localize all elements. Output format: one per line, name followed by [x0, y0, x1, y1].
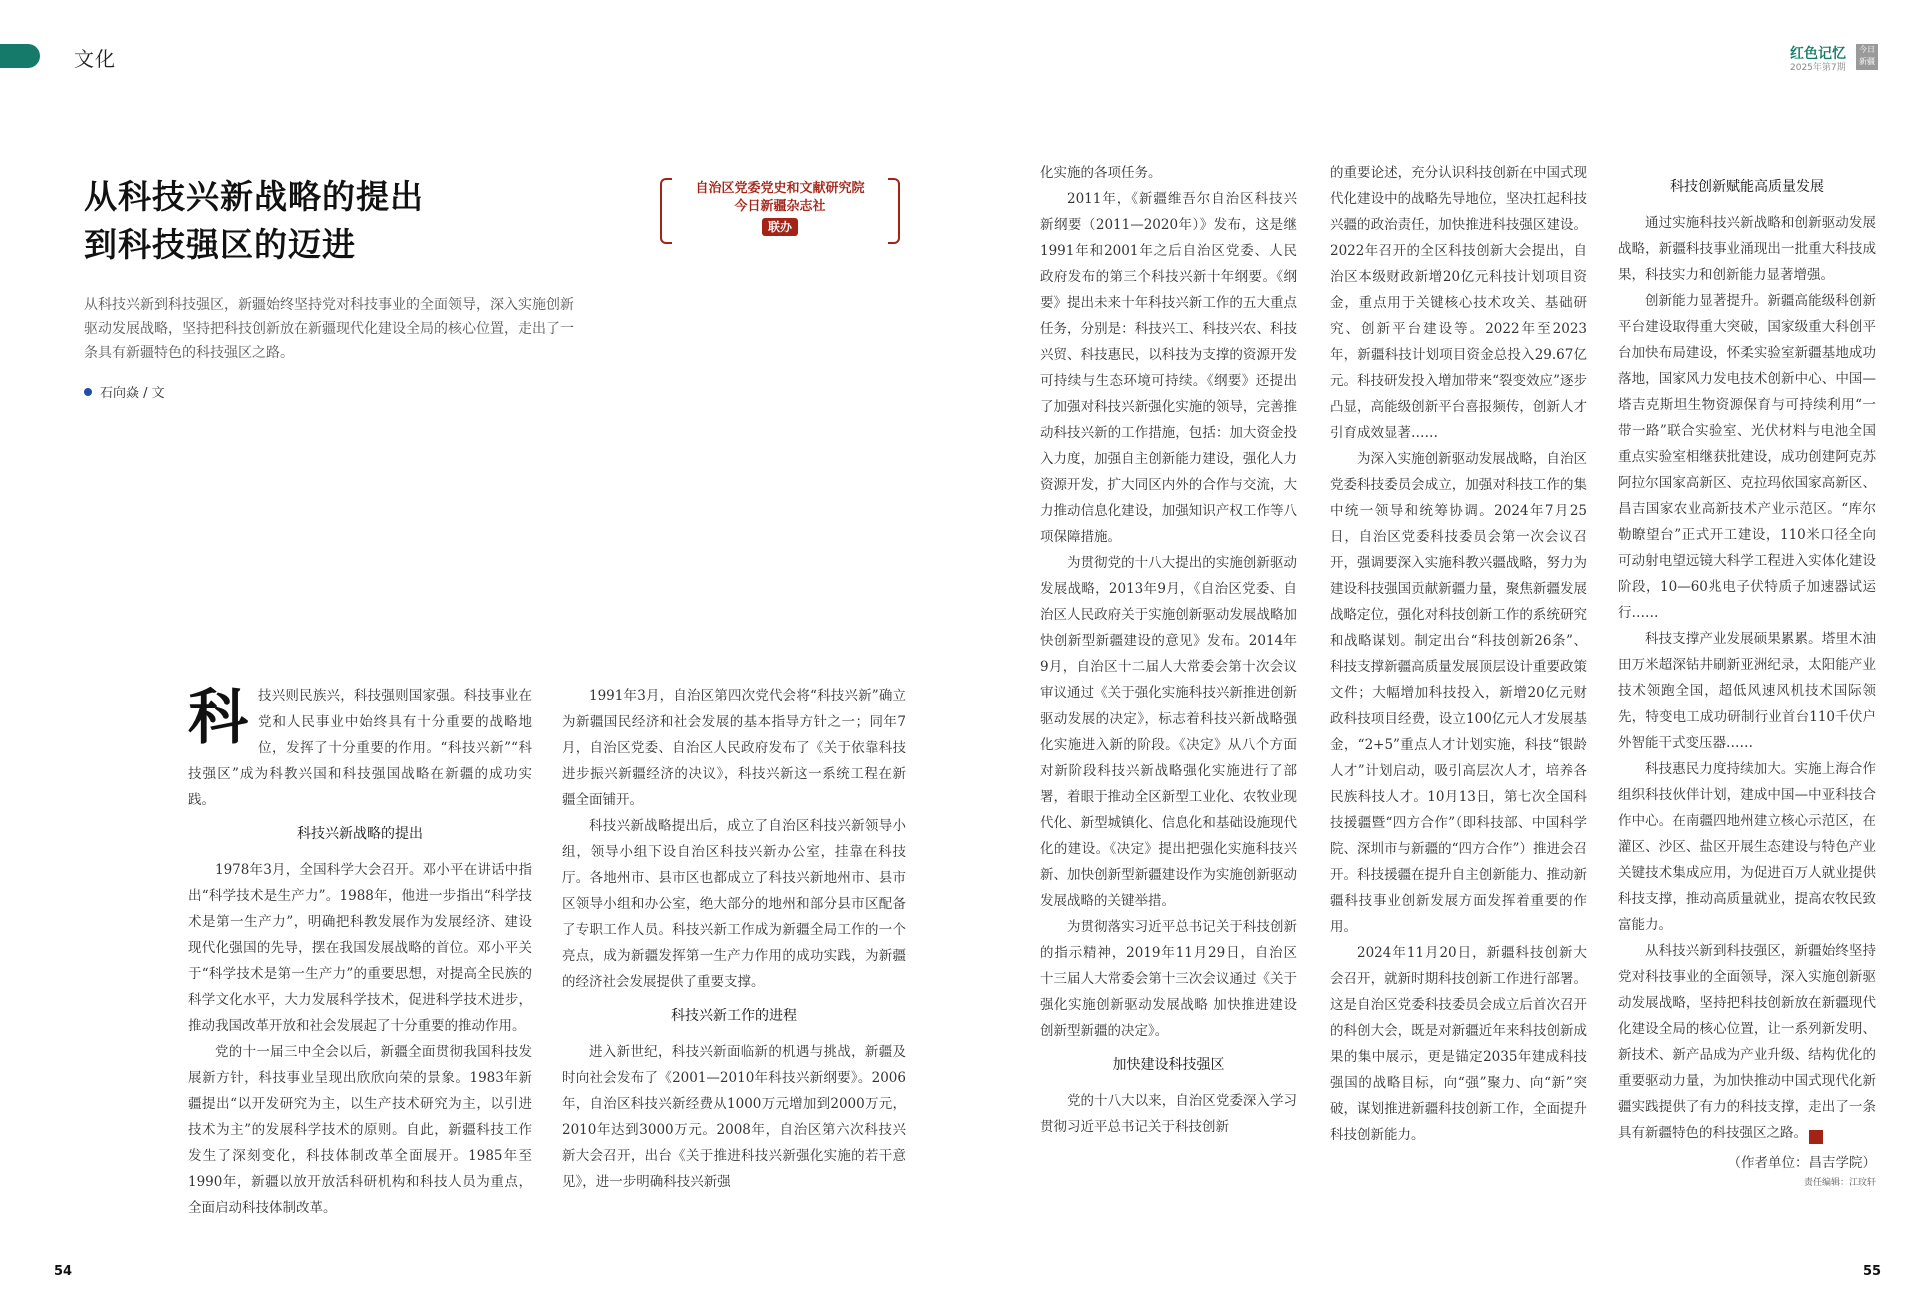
- right-bracket: [888, 178, 900, 244]
- paragraph: 为贯彻党的十八大提出的实施创新驱动发展战略，2013年9月，《自治区党委、自治区人民政府关于实施创新驱动发展战略加快创新型新疆建设的意见》发布。2014年9月，自治区十二届人大常委会第十次会议审议通过《关于强化实施科技兴新推进创新驱动发展的决定》，标志着科技兴新战略强化实施进入新的阶段。《决定》从八个方面对新阶段科技兴新战略强化实施进行了部署，着眼于推动全区新型工业化、农牧业现代化、新型城镇化、信息化和基础设施现代化的建设。《决定》提出把强化实施科技兴新、加快创新型新疆建设作为实施创新驱动发展战略的关键举措。: [1040, 555, 1297, 909]
- paragraph-continued: 化实施的各项任务。: [1040, 165, 1162, 181]
- subheading-2: 科技兴新工作的进程: [671, 1008, 797, 1024]
- article-title: [84, 173, 424, 269]
- subheading-3: 加快建设科技强区: [1112, 1057, 1225, 1073]
- organizer-line-2: 今日新疆杂志社: [734, 199, 826, 214]
- organizer-line-1: 自治区党委党史和文献研究院: [695, 181, 865, 196]
- responsible-editor: 责任编辑：江玟轩: [1803, 1178, 1876, 1188]
- paragraph: 1991年3月，自治区第四次党代会将“科技兴新”确立为新疆国民经济和社会发展的基本指导方针之一；同年7月，自治区党委、自治区人民政府发布了《关于依靠科技进步振兴新疆经济的决议》，科技兴新这一系统工程在新疆全面铺开。: [562, 688, 906, 808]
- paragraph: 创新能力显著提升。新疆高能级科创新平台建设取得重大突破，国家级重大科创平台加快布局建设，怀柔实验室新疆基地成功落地，国家风力发电技术创新中心、中国—塔吉克斯坦生物资源保育与可持续利用“一带一路”联合实验室、光伏材料与电池全国重点实验室相继获批建设，成功创建阿克苏阿拉尔国家高新区、克拉玛依国家高新区、昌吉国家农业高新技术产业示范区。“库尔勒瞭望台”正式开工建设，110米口径全向可动射电望远镜大科学工程进入实体化建设阶段，10—60兆电子伏特质子加速器试运行……: [1618, 293, 1876, 621]
- byline-dot-icon: [84, 388, 92, 396]
- byline: [84, 382, 165, 401]
- section-tab-marker: [0, 44, 40, 68]
- section-label: 文化: [74, 47, 116, 71]
- organizer-box: [660, 178, 900, 244]
- intro-paragraph: 技兴则民族兴，科技强则国家强。科技事业在党和人民事业中始终具有十分重要的战略地位，发挥了十分重要的作用。“科技兴新”“科技强区”成为科教兴国和科技强国战略在新疆的成功实践。: [188, 688, 532, 808]
- subheading-4: 科技创新赋能高质量发展: [1670, 179, 1824, 195]
- text-column-2: [562, 683, 906, 1195]
- paragraph: 党的十一届三中全会以后，新疆全面贯彻我国科技发展新方针，科技事业呈现出欣欣向荣的景象。1983年新疆提出“以开发研究为主，以生产技术研究为主，以引进技术为主”的发展科学技术的原则。自此，新疆科技工作发生了深刻变化，科技体制改革全面展开。1985年至1990年，新疆以放开放活科研机构和科技人员为重点，全面启动科技体制改革。: [188, 1044, 532, 1216]
- byline-text: 石向焱 / 文: [100, 386, 165, 401]
- paragraph: 2011年，《新疆维吾尔自治区科技兴新纲要（2011—2020年）》发布，这是继1991年和2001年之后自治区党委、人民政府发布的第三个科技兴新十年纲要。《纲要》提出未来十年科技兴新工作的五大重点任务，分别是：科技兴工、科技兴农、科技兴贸、科技惠民，以科技为支撑的资源开发可持续与生态环境可持续。《纲要》还提出了加强对科技兴新强化实施的领导，完善推动科技兴新的工作措施，包括：加大资金投入力度，加强自主创新能力建设，强化人力资源开发，扩大同区内外的合作与交流，大力推动信息化建设，加强知识产权工作等八项保障措施。: [1040, 191, 1297, 545]
- magazine-column-header: [1790, 43, 1880, 73]
- end-mark-icon: J: [1809, 1130, 1823, 1144]
- title-line-2: 到科技强区的迈进: [84, 225, 356, 264]
- paragraph: 进入新世纪，科技兴新面临新的机遇与挑战，新疆及时向社会发布了《2001—2010年科技兴新纲要》。2006年，自治区科技兴新经费从1000万元增加到2000万元，2010年达到3000万元。2008年，自治区第六次科技兴新大会召开，出台《关于推进科技兴新强化实施的若干意见》，进一步明确科技兴新强: [562, 1044, 906, 1190]
- paragraph: 为深入实施创新驱动发展战略，自治区党委科技委员会成立，加强对科技工作的集中统一领导和统筹协调。2024年7月25日，自治区党委科技委员会第一次会议召开，强调要深入实施科教兴疆战略，努力为建设科技强国贡献新疆力量，聚焦新疆发展战略定位，强化对科技创新工作的系统研究和战略谋划。制定出台“科技创新26条”、科技支撑新疆高质量发展顶层设计重要政策文件；大幅增加科技投入，新增20亿元财政科技项目经费，设立100亿元人才发展基金，“2+5”重点人才计划实施，科技“银龄人才”计划启动，吸引高层次人才，培养各民族科技人才。10月13日，第七次全国科技援疆暨“四方合作”（即科技部、中国科学院、深圳市与新疆的“四方合作”）推进会召开。科技援疆在提升自主创新能力、推动新疆科技事业创新发展方面发挥着重要的作用。: [1330, 451, 1587, 935]
- text-column-5: [1618, 174, 1876, 1190]
- text-column-4: [1330, 160, 1587, 1148]
- page-number-left: 54: [54, 1264, 73, 1279]
- paragraph: 科技兴新战略提出后，成立了自治区科技兴新领导小组，领导小组下设自治区科技兴新办公室，挂靠在科技厅。各地州市、县市区也都成立了科技兴新地州市、县市区领导小组和办公室，绝大部分的地州和部分县市区配备了专职工作人员。科技兴新工作成为新疆全局工作的一个亮点，成为新疆发挥第一生产力作用的成功实践，为新疆的经济社会发展提供了重要支撑。: [562, 818, 906, 990]
- column-name: 红色记忆: [1790, 46, 1846, 62]
- paragraph: 2024年11月20日，新疆科技创新大会召开，就新时期科技创新工作进行部署。这是自治区党委科技委员会成立后首次召开的科创大会，既是对新疆近年来科技创新成果的集中展示，更是锚定2035年建成科技强国的战略目标，向“强”聚力、向“新”突破，谋划推进新疆科技创新工作，全面提升科技创新能力。: [1330, 945, 1587, 1143]
- paragraph: 党的十八大以来，自治区党委深入学习贯彻习近平总书记关于科技创新: [1040, 1093, 1297, 1135]
- left-bracket: [660, 178, 672, 244]
- title-line-1: 从科技兴新战略的提出: [84, 177, 424, 216]
- drop-cap: 科: [188, 683, 248, 753]
- paragraph: [1618, 938, 1876, 1146]
- text-column-3: [1040, 160, 1297, 1140]
- subheading-1: 科技兴新战略的提出: [297, 826, 423, 842]
- paragraph: 科技支撑产业发展硕果累累。塔里木油田万米超深钻井刷新亚洲纪录，太阳能产业技术领跑全国，超低风速风机技术国际领先，特变电工成功研制行业首台110千伏户外智能干式变压器……: [1618, 631, 1876, 751]
- article-lead: 从科技兴新到科技强区，新疆始终坚持党对科技事业的全面领导，深入实施创新驱动发展战略，坚持把科技创新放在新疆现代化建设全局的核心位置，走出了一条具有新疆特色的科技强区之路。: [84, 297, 574, 361]
- text-column-1: [188, 683, 532, 1221]
- paragraph: 1978年3月，全国科学大会召开。邓小平在讲话中指出“科学技术是生产力”。1988年，他进一步指出“科学技术是第一生产力”，明确把科教发展作为发展经济、建设现代化强国的先导，摆在我国发展战略的首位。邓小平关于“科学技术是第一生产力”的重要思想，对提高全民族的科学文化水平，大力发展科学技术，促进科学技术进步，推动我国改革开放和社会发展起了十分重要的推动作用。: [188, 862, 532, 1034]
- author-affiliation: （作者单位：昌吉学院）: [1727, 1155, 1876, 1171]
- paragraph-continued: 的重要论述，充分认识科技创新在中国式现代化建设中的战略先导地位，坚决扛起科技兴疆的政治责任，加快推进科技强区建设。2022年召开的全区科技创新大会提出，自治区本级财政新增20亿元科技计划项目资金，重点用于关键核心技术攻关、基础研究、创新平台建设等。2022年至2023年，新疆科技计划项目资金总投入29.67亿元。科技研发投入增加带来“裂变效应”逐步凸显，高能级创新平台喜报频传，创新人才引育成效显著……: [1330, 165, 1587, 441]
- organizer-badge: 联办: [762, 218, 798, 236]
- paragraph: 科技惠民力度持续加大。实施上海合作组织科技伙伴计划，建成中国—中亚科技合作中心。在南疆四地州建立核心示范区，在灌区、沙区、盐区开展生态建设与特色产业关键技术集成应用，为促进百万人就业提供科技支撑，推动高质量就业，提高农牧民致富能力。: [1618, 761, 1876, 933]
- paragraph: 通过实施科技兴新战略和创新驱动发展战略，新疆科技事业涌现出一批重大科技成果，科技实力和创新能力显著增强。: [1618, 215, 1876, 283]
- page-number-right: 55: [1863, 1264, 1882, 1279]
- issue-label: 2025年第7期: [1790, 63, 1846, 73]
- magazine-logo: 今日新疆: [1856, 44, 1878, 70]
- paragraph: 为贯彻落实习近平总书记关于科技创新的指示精神，2019年11月29日，自治区十三届人大常委会第十三次会议通过《关于强化实施创新驱动发展战略 加快推进建设创新型新疆的决定》。: [1040, 919, 1297, 1039]
- closing-text: 从科技兴新到科技强区，新疆始终坚持党对科技事业的全面领导，深入实施创新驱动发展战略，坚持把科技创新放在新疆现代化建设全局的核心位置，让一系列新发明、新技术、新产品成为产业升级、结构优化的重要驱动力量，为加快推动中国式现代化新疆实践提供了有力的科技支撑，走出了一条具有新疆特色的科技强区之路。: [1618, 943, 1876, 1141]
